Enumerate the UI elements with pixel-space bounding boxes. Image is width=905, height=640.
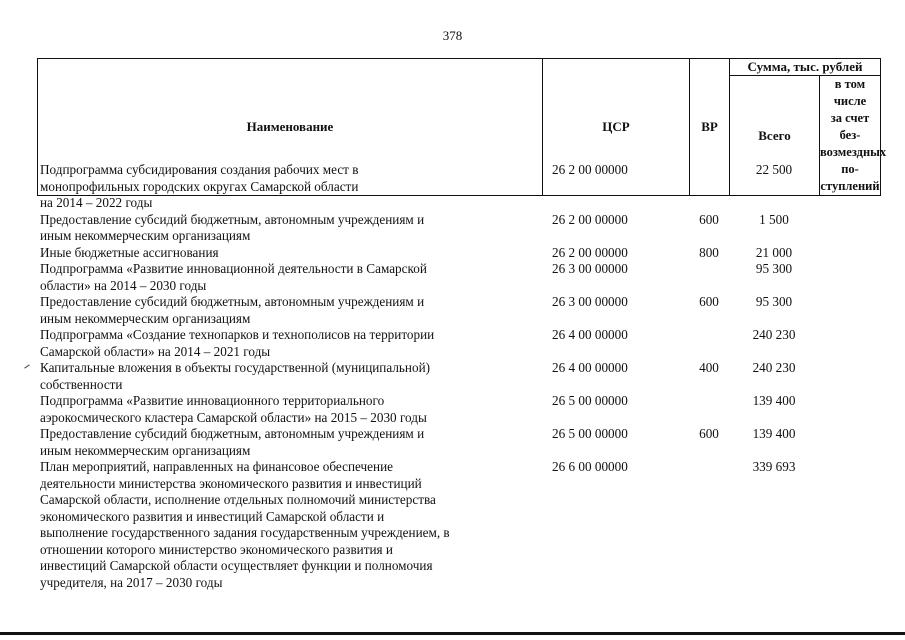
row-vr: 600 [699,294,719,309]
row-total: 1 500 [759,211,789,227]
table-row [37,261,880,294]
row-free-receipts [819,245,880,262]
row-vr: 600 [699,211,719,227]
header-free-line: по- [841,162,859,176]
row-name [37,426,542,459]
row-free-receipts [819,327,880,360]
row-free-receipts [819,261,880,294]
row-name [37,327,542,360]
bottom-border [0,632,905,635]
row-csr: 26 6 00 00000 [552,459,628,474]
row-total: 21 000 [755,244,793,260]
row-total: 339 693 [752,459,796,474]
row-total: 240 230 [752,327,796,342]
row-name [37,212,542,245]
table-row [37,162,880,212]
header-name: Наименование [38,59,543,196]
row-name-line: деятельности министерства экономического развития и инвестиций [40,475,422,491]
row-vr: 400 [699,360,719,375]
table-row [37,393,880,426]
table-row [37,327,880,360]
header-csr: ЦСР [543,59,690,196]
row-name-line: Подпрограмма «Создание технопарков и технополисов на территории [40,327,435,342]
page-number: 378 [442,28,463,43]
row-name-line: Предоставление субсидий бюджетным, автономным учреждениям и [40,426,425,441]
row-total: 95 300 [755,294,793,309]
row-name [37,245,542,262]
table-row [37,459,880,591]
row-name-line: монопрофильных городских округах Самарской области [40,178,359,194]
table-row [37,360,880,393]
row-name-line: учредителя, на 2017 – 2030 годы [40,574,223,590]
row-csr: 26 3 00 00000 [552,294,628,309]
row-name [37,360,542,393]
row-name-line: области» на 2014 – 2030 годы [40,277,207,293]
header-free-line: за счет без- [830,111,870,142]
row-csr: 26 5 00 00000 [552,393,628,408]
row-name-line: собственности [40,376,123,392]
row-name-line: Предоставление субсидий бюджетным, автономным учреждениям и [40,211,425,227]
row-name-line: экономического развития и инвестиций Самарской области и [40,508,385,524]
row-name-line: инвестиций Самарской области осуществляет функции и полномочия [40,558,433,573]
row-name-line: аэрокосмического кластера Самарской области» на 2015 – 2030 годы [40,409,427,425]
row-name-line: Самарской области» на 2014 – 2021 годы [40,343,271,359]
row-vr [689,459,729,591]
row-free-receipts [819,294,880,327]
row-csr: 26 3 00 00000 [552,261,628,276]
row-name-line: отношении которого министерство экономического развития и [40,541,393,557]
row-name-line: Подпрограмма «Развитие инновационного территориального [40,393,385,408]
row-vr: 800 [699,244,719,260]
row-name [37,162,542,212]
row-vr [689,162,729,212]
row-free-receipts [819,459,880,591]
row-total: 240 230 [752,360,796,375]
table-row [37,245,880,262]
row-name-line: иным некоммерческим организациям [40,442,251,458]
row-name-line: иным некоммерческим организациям [40,228,251,243]
row-name-line: Самарской области, исполнение отдельных полномочий министерства [40,492,436,507]
row-csr: 26 4 00 00000 [552,327,628,342]
scan-mark [24,364,29,368]
row-total: 22 500 [755,162,793,177]
header-free-line: возмездных [820,145,887,159]
header-vr: ВР [690,59,730,196]
header-sum-group: Сумма, тыс. рублей [730,59,881,76]
row-vr [689,327,729,360]
row-name [37,459,542,591]
row-name [37,393,542,426]
row-total: 139 400 [752,393,796,408]
row-name-line: Иные бюджетные ассигнования [40,244,219,260]
header-free-line: ступлений [820,179,880,193]
row-total: 95 300 [755,261,793,276]
row-name-line: выполнение государственного задания государственным учреждением, в [40,525,450,540]
row-vr [689,393,729,426]
row-csr: 26 2 00 00000 [552,244,628,260]
row-name [37,294,542,327]
row-free-receipts [819,426,880,459]
row-name-line: иным некоммерческим организациям [40,310,251,326]
row-name-line: Предоставление субсидий бюджетным, автономным учреждениям и [40,294,425,309]
row-name [37,261,542,294]
table-row [37,294,880,327]
row-name-line: План мероприятий, направленных на финансовое обеспечение [40,459,394,474]
header-total: Всего [730,76,820,196]
row-free-receipts [819,393,880,426]
table-row [37,426,880,459]
row-vr [689,261,729,294]
budget-table-body [37,162,880,591]
row-free-receipts [819,162,880,212]
row-csr: 26 5 00 00000 [552,426,628,441]
row-csr: 26 4 00 00000 [552,360,628,375]
row-name-line: Подпрограмма «Развитие инновационной деятельности в Самарской [40,261,427,276]
row-name-line: Подпрограмма субсидирования создания рабочих мест в [40,162,359,177]
row-vr: 600 [699,426,719,441]
row-csr: 26 2 00 00000 [552,211,628,227]
row-free-receipts [819,360,880,393]
row-name-line: Капитальные вложения в объекты государственной (муниципальной) [40,360,431,375]
row-free-receipts [819,212,880,245]
table-row [37,212,880,245]
row-csr: 26 2 00 00000 [552,162,628,177]
row-name-line: на 2014 – 2022 годы [40,195,153,210]
header-free-line: в том числе [833,77,867,108]
row-total: 139 400 [752,426,796,441]
